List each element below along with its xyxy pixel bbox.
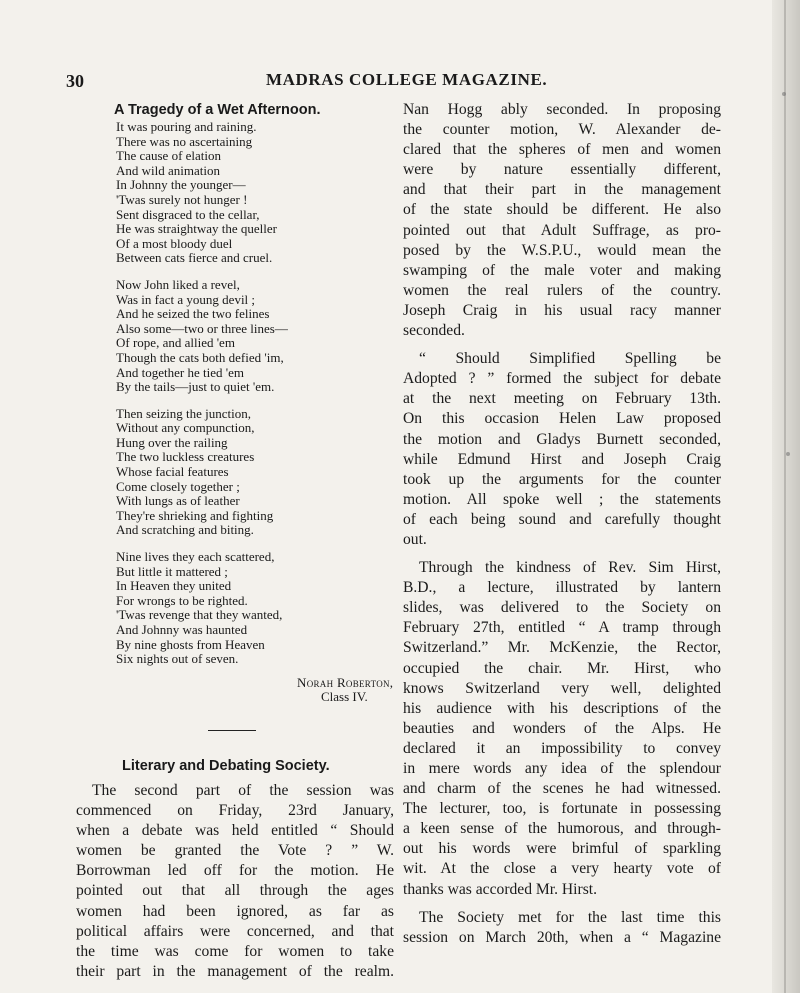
text-line: the counter motion, W. Alexander de- xyxy=(403,121,721,139)
poem-line: Come closely together ; xyxy=(116,478,240,494)
poem-line: Of a most bloody duel xyxy=(116,235,233,251)
poem-line: And he seized the two felines xyxy=(116,306,270,322)
text-line: The second part of the session was xyxy=(92,781,394,799)
text-line: Adopted ? ” formed the subject for debate xyxy=(403,370,721,388)
poem-line: Hung over the railing xyxy=(116,434,228,450)
text-line: women had been ignored, as far as xyxy=(76,902,394,920)
text-line: of each being sound and carefully thought xyxy=(403,510,721,528)
poem-line: Between cats fierce and cruel. xyxy=(116,250,273,266)
text-line: slides, was delivered to the Society on xyxy=(403,599,721,617)
poem-line: It was pouring and raining. xyxy=(116,119,257,134)
poem-line: And Johnny was haunted xyxy=(116,622,248,637)
left-column xyxy=(76,100,394,982)
text-line: declared it an impossibility to convey xyxy=(403,739,721,757)
society-paragraph-1-continued xyxy=(403,100,721,341)
text-line: seconded. xyxy=(403,322,465,340)
text-line: posed by the W.S.P.U., would mean the xyxy=(403,241,721,259)
text-line: their part in the management of the realm. xyxy=(76,962,394,980)
text-line: clared that the spheres of men and women xyxy=(403,141,721,159)
text-line: when a debate was held entitled “ Should xyxy=(76,822,394,840)
text-line: the motion and Gladys Burnett seconded, xyxy=(403,430,721,448)
text-line: Switzerland.” Mr. McKenzie, the Rector, xyxy=(403,639,721,657)
text-line: Borrowman led off for the motion. He xyxy=(76,862,394,880)
poem-line: Though the cats both defied 'im, xyxy=(116,349,284,365)
poem-line: Was in fact a young devil ; xyxy=(116,291,256,307)
text-line: wit. At the close a very hearty vote of xyxy=(403,860,721,878)
text-line: in mere words any idea of the splendour xyxy=(403,760,721,777)
speck xyxy=(786,452,790,456)
text-line: were by nature essentially different, xyxy=(403,161,721,179)
text-line: session on March 20th, when a “ Magazine xyxy=(403,928,721,946)
poem-line: Then seizing the junction, xyxy=(116,405,252,421)
society-paragraph-4 xyxy=(403,908,721,948)
poem-line: 'Twas surely not hunger ! xyxy=(116,191,248,207)
poem xyxy=(116,120,394,667)
poem-line: Also some—two or three lines— xyxy=(116,320,288,336)
text-line: thanks was accorded Mr. Hirst. xyxy=(403,880,598,898)
text-line: and that their part in the management xyxy=(403,181,721,199)
poem-line: 'Twas revenge that they wanted, xyxy=(116,607,283,623)
poem-line: The cause of elation xyxy=(116,148,222,164)
text-line: On this occasion Helen Law proposed xyxy=(403,410,721,428)
text-line: at the next meeting on February 13th. xyxy=(403,390,721,408)
text-line: women be granted the Vote ? ” W. xyxy=(76,842,394,860)
text-line: pointed out that Adult Suffrage, as pro- xyxy=(403,221,721,239)
poem-author-class: Class IV. xyxy=(321,689,368,705)
poem-stanza xyxy=(116,120,394,266)
poem-line: And together he tied 'em xyxy=(116,364,244,380)
running-head: MADRAS COLLEGE MAGAZINE. xyxy=(266,70,548,89)
page-number: 30 xyxy=(66,71,84,91)
society-paragraph-1 xyxy=(76,781,394,982)
text-line: The Society met for the last time this xyxy=(419,908,721,926)
poem-line: With lungs as of leather xyxy=(116,493,240,509)
poem-line: In Johnny the younger— xyxy=(116,177,246,193)
text-line: and charm of the scenes he had witnessed. xyxy=(403,780,721,798)
poem-line: And wild animation xyxy=(116,162,220,178)
text-line: The lecturer, too, is fortunate in possessing xyxy=(403,800,721,818)
text-line: out his words were brimful of sparkling xyxy=(403,840,721,858)
text-line: Joseph Craig in his usual racy manner xyxy=(403,301,721,319)
page-edge-shadow xyxy=(784,0,786,993)
text-line: while Edmund Hirst and Joseph Craig xyxy=(403,450,721,468)
society-paragraph-3 xyxy=(403,558,721,900)
text-line: pointed out that all through the ages xyxy=(76,882,394,900)
poem-line: Whose facial features xyxy=(116,464,229,480)
text-line: political affairs were concerned, and that xyxy=(76,922,394,940)
right-column xyxy=(403,100,721,948)
poem-line: By the tails—just to quiet 'em. xyxy=(116,379,275,395)
poem-line: Now John liked a revel, xyxy=(116,276,240,292)
text-line: beauties and wonders of the Alps. He xyxy=(403,719,721,737)
text-line: his audience with his descriptions of the xyxy=(403,699,721,717)
poem-line: And scratching and biting. xyxy=(116,522,254,538)
poem-line: Nine lives they each scattered, xyxy=(116,549,275,565)
text-line: motion. All spoke well ; the statements xyxy=(403,490,721,508)
text-line: women the real rulers of the country. xyxy=(403,281,721,299)
text-line: the time was come for women to take xyxy=(76,942,394,960)
poem-line: For wrongs to be righted. xyxy=(116,592,248,608)
poem-line: In Heaven they united xyxy=(116,578,232,594)
society-paragraph-2 xyxy=(403,349,721,550)
poem-line: Six nights out of seven. xyxy=(116,651,239,667)
text-line: swamping of the male voter and making xyxy=(403,261,721,279)
text-line: knows Switzerland very well, delighted xyxy=(403,679,721,697)
poem-stanza xyxy=(116,550,394,667)
text-line: took up the arguments for the counter xyxy=(403,470,721,488)
poem-attribution xyxy=(297,676,394,705)
text-line: “ Should Simplified Spelling be xyxy=(419,350,721,368)
section-divider xyxy=(208,730,256,731)
text-line: commenced on Friday, 23rd January, xyxy=(76,802,394,820)
text-line: B.D., a lecture, illustrated by lantern xyxy=(403,579,721,597)
poem-stanza xyxy=(116,407,394,538)
poem-line: Without any compunction, xyxy=(116,420,255,436)
text-line: February 27th, entitled “ A tramp through xyxy=(403,619,721,637)
poem-line: They're shrieking and fighting xyxy=(116,507,274,523)
poem-line: But little it mattered ; xyxy=(116,563,228,579)
poem-stanza xyxy=(116,278,394,395)
poem-line: Of rope, and allied 'em xyxy=(116,335,235,351)
poem-line: The two luckless creatures xyxy=(116,449,255,465)
poem-author: Norah Roberton, xyxy=(297,674,394,690)
text-line: out. xyxy=(403,530,427,548)
speck xyxy=(782,92,786,96)
page-edge xyxy=(772,0,800,993)
poem-line: He was straightway the queller xyxy=(116,221,278,237)
text-line: a keen sense of the humorous, and through- xyxy=(403,820,721,838)
poem-line: Sent disgraced to the cellar, xyxy=(116,206,260,222)
section-title: Literary and Debating Society. xyxy=(122,757,330,774)
poem-title: A Tragedy of a Wet Afternoon. xyxy=(114,102,321,118)
poem-line: By nine ghosts from Heaven xyxy=(116,636,265,652)
text-line: of the state should be different. He also xyxy=(403,201,721,219)
text-line: occupied the chair. Mr. Hirst, who xyxy=(403,659,721,677)
text-line: Through the kindness of Rev. Sim Hirst, xyxy=(419,559,721,577)
poem-line: There was no ascertaining xyxy=(116,133,253,149)
text-line: Nan Hogg ably seconded. In proposing xyxy=(403,101,721,118)
